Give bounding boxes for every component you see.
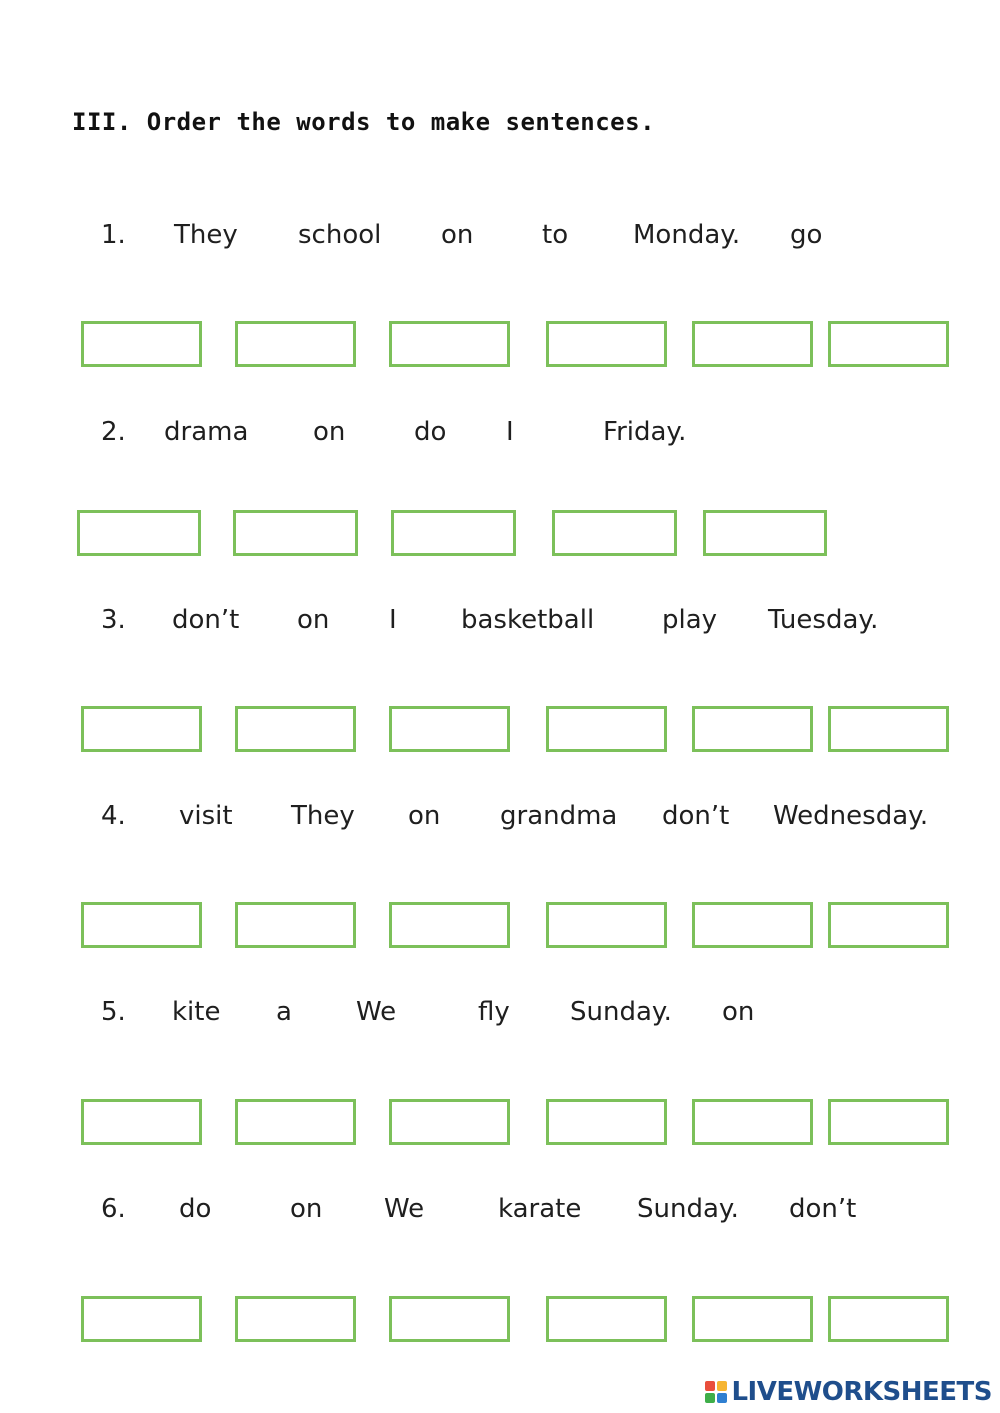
answer-drop-box[interactable] [692, 706, 813, 752]
answer-drop-box[interactable] [692, 321, 813, 367]
answer-drop-box[interactable] [828, 321, 949, 367]
word-tile[interactable]: Monday. [633, 220, 741, 250]
answer-drop-box[interactable] [235, 321, 356, 367]
answer-drop-box[interactable] [703, 510, 827, 556]
word-tile[interactable]: don’t [172, 605, 240, 635]
word-tile[interactable]: We [384, 1194, 425, 1224]
answer-drop-box[interactable] [81, 1099, 202, 1145]
word-tile[interactable]: on [290, 1194, 323, 1224]
answer-drop-box[interactable] [546, 1099, 667, 1145]
word-tile[interactable]: They [174, 220, 238, 250]
answer-drop-box[interactable] [692, 1296, 813, 1342]
word-tile[interactable]: drama [164, 417, 249, 447]
answer-drop-box[interactable] [235, 1296, 356, 1342]
exercise-number: 5. [101, 997, 126, 1027]
exercise-number: 4. [101, 801, 126, 831]
answer-drop-box[interactable] [77, 510, 201, 556]
answer-drop-box[interactable] [235, 902, 356, 948]
exercise-number: 3. [101, 605, 126, 635]
answer-drop-box[interactable] [546, 706, 667, 752]
instruction-heading: III. Order the words to make sentences. [72, 108, 656, 136]
word-tile[interactable]: I [506, 417, 514, 447]
word-tile[interactable]: on [722, 997, 755, 1027]
word-tile[interactable]: fly [478, 997, 510, 1027]
answer-drop-box[interactable] [828, 902, 949, 948]
word-tile[interactable]: play [662, 605, 718, 635]
exercise-number: 6. [101, 1194, 126, 1224]
answer-drop-box[interactable] [389, 321, 510, 367]
word-tile[interactable]: on [313, 417, 346, 447]
word-tile[interactable]: on [441, 220, 474, 250]
word-tile[interactable]: grandma [500, 801, 618, 831]
word-tile[interactable]: to [542, 220, 569, 250]
answer-drop-box[interactable] [235, 1099, 356, 1145]
answer-drop-box[interactable] [828, 1296, 949, 1342]
word-tile[interactable]: Wednesday. [773, 801, 929, 831]
answer-drop-box[interactable] [546, 321, 667, 367]
word-tile[interactable]: do [414, 417, 447, 447]
word-tile[interactable]: school [298, 220, 382, 250]
word-tile[interactable]: Tuesday. [768, 605, 879, 635]
answer-drop-box[interactable] [81, 902, 202, 948]
brand-name: LIVEWORKSHEETS [731, 1377, 992, 1407]
brand-footer [705, 1377, 992, 1407]
answer-drop-box[interactable] [391, 510, 516, 556]
answer-drop-box[interactable] [389, 902, 510, 948]
answer-drop-box[interactable] [233, 510, 358, 556]
word-tile[interactable]: go [790, 220, 823, 250]
liveworksheets-logo-icon [705, 1381, 727, 1403]
word-tile[interactable]: Friday. [603, 417, 687, 447]
word-tile[interactable]: karate [498, 1194, 582, 1224]
word-tile[interactable]: on [408, 801, 441, 831]
answer-drop-box[interactable] [828, 706, 949, 752]
answer-drop-box[interactable] [692, 1099, 813, 1145]
word-tile[interactable]: Sunday. [570, 997, 672, 1027]
word-tile[interactable]: Sunday. [637, 1194, 739, 1224]
word-tile[interactable]: do [179, 1194, 212, 1224]
word-tile[interactable]: kite [172, 997, 221, 1027]
word-tile[interactable]: a [276, 997, 292, 1027]
answer-drop-box[interactable] [389, 706, 510, 752]
answer-drop-box[interactable] [692, 902, 813, 948]
word-tile[interactable]: don’t [789, 1194, 857, 1224]
word-tile[interactable]: We [356, 997, 397, 1027]
answer-drop-box[interactable] [546, 1296, 667, 1342]
word-tile[interactable]: on [297, 605, 330, 635]
answer-drop-box[interactable] [81, 706, 202, 752]
word-tile[interactable]: I [389, 605, 397, 635]
answer-drop-box[interactable] [552, 510, 677, 556]
exercise-number: 2. [101, 417, 126, 447]
answer-drop-box[interactable] [235, 706, 356, 752]
word-tile[interactable]: visit [179, 801, 233, 831]
word-tile[interactable]: They [291, 801, 355, 831]
answer-drop-box[interactable] [389, 1296, 510, 1342]
word-tile[interactable]: basketball [461, 605, 595, 635]
answer-drop-box[interactable] [828, 1099, 949, 1145]
answer-drop-box[interactable] [81, 1296, 202, 1342]
exercise-number: 1. [101, 220, 126, 250]
word-tile[interactable]: don’t [662, 801, 730, 831]
answer-drop-box[interactable] [81, 321, 202, 367]
answer-drop-box[interactable] [389, 1099, 510, 1145]
answer-drop-box[interactable] [546, 902, 667, 948]
